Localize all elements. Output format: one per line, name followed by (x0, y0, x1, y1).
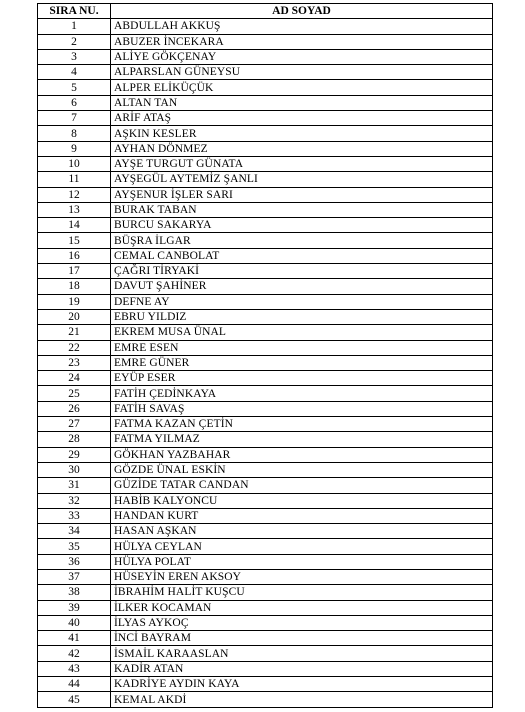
table-row (38, 49, 493, 64)
row-full-name: FATİH ÇEDİNKAYA (111, 386, 493, 401)
row-sequence-number: 25 (38, 386, 111, 401)
row-full-name: BURCU SAKARYA (111, 218, 493, 233)
table-row (38, 447, 493, 462)
table-row (38, 508, 493, 523)
row-sequence-number: 44 (38, 677, 111, 692)
table-row (38, 462, 493, 477)
table-row (38, 417, 493, 432)
row-full-name: İNCİ BAYRAM (111, 631, 493, 646)
row-full-name: DAVUT ŞAHİNER (111, 279, 493, 294)
table-row (38, 218, 493, 233)
table-row (38, 264, 493, 279)
row-full-name: FATMA YILMAZ (111, 432, 493, 447)
row-sequence-number: 9 (38, 141, 111, 156)
table-row (38, 141, 493, 156)
row-full-name: AYŞEGÜL AYTEMİZ ŞANLI (111, 172, 493, 187)
row-sequence-number: 11 (38, 172, 111, 187)
row-sequence-number: 16 (38, 248, 111, 263)
row-sequence-number: 6 (38, 95, 111, 110)
table-row (38, 248, 493, 263)
row-sequence-number: 3 (38, 49, 111, 64)
row-sequence-number: 37 (38, 569, 111, 584)
row-sequence-number: 41 (38, 631, 111, 646)
row-full-name: ALTAN TAN (111, 95, 493, 110)
table-row (38, 34, 493, 49)
row-full-name: AYHAN DÖNMEZ (111, 141, 493, 156)
row-sequence-number: 23 (38, 355, 111, 370)
row-sequence-number: 14 (38, 218, 111, 233)
row-full-name: ALPARSLAN GÜNEYSU (111, 65, 493, 80)
row-sequence-number: 34 (38, 524, 111, 539)
row-full-name: CEMAL CANBOLAT (111, 248, 493, 263)
table-row (38, 126, 493, 141)
table-row (38, 309, 493, 324)
row-sequence-number: 38 (38, 585, 111, 600)
row-sequence-number: 17 (38, 264, 111, 279)
table-row (38, 325, 493, 340)
row-full-name: EBRU YILDIZ (111, 309, 493, 324)
row-sequence-number: 12 (38, 187, 111, 202)
table-row (38, 585, 493, 600)
row-full-name: HÜSEYİN EREN AKSOY (111, 569, 493, 584)
row-sequence-number: 7 (38, 111, 111, 126)
row-sequence-number: 40 (38, 615, 111, 630)
row-full-name: EKREM MUSA ÜNAL (111, 325, 493, 340)
row-full-name: İBRAHİM HALİT KUŞCU (111, 585, 493, 600)
row-sequence-number: 43 (38, 661, 111, 676)
row-sequence-number: 21 (38, 325, 111, 340)
row-full-name: FATMA KAZAN ÇETİN (111, 417, 493, 432)
table-row (38, 95, 493, 110)
table-row (38, 340, 493, 355)
row-full-name: AYŞENUR İŞLER SARI (111, 187, 493, 202)
table-row (38, 65, 493, 80)
row-full-name: FATİH SAVAŞ (111, 401, 493, 416)
table-row (38, 692, 493, 707)
row-full-name: İLKER KOCAMAN (111, 600, 493, 615)
row-full-name: AŞKIN KESLER (111, 126, 493, 141)
row-full-name: ARİF ATAŞ (111, 111, 493, 126)
row-full-name: KADİR ATAN (111, 661, 493, 676)
row-sequence-number: 32 (38, 493, 111, 508)
row-full-name: GÜZİDE TATAR CANDAN (111, 478, 493, 493)
row-sequence-number: 24 (38, 371, 111, 386)
row-sequence-number: 18 (38, 279, 111, 294)
table-row (38, 187, 493, 202)
row-full-name: AYŞE TURGUT GÜNATA (111, 156, 493, 171)
table-row (38, 539, 493, 554)
row-sequence-number: 31 (38, 478, 111, 493)
row-full-name: KEMAL AKDİ (111, 692, 493, 707)
row-sequence-number: 22 (38, 340, 111, 355)
row-sequence-number: 19 (38, 294, 111, 309)
row-sequence-number: 33 (38, 508, 111, 523)
row-sequence-number: 15 (38, 233, 111, 248)
row-sequence-number: 29 (38, 447, 111, 462)
row-full-name: ALPER ELİKÜÇÜK (111, 80, 493, 95)
table-row (38, 554, 493, 569)
row-sequence-number: 13 (38, 202, 111, 217)
row-full-name: EYÜP ESER (111, 371, 493, 386)
table-row (38, 172, 493, 187)
table-body (38, 19, 493, 707)
table-row (38, 19, 493, 34)
row-sequence-number: 26 (38, 401, 111, 416)
table-row (38, 646, 493, 661)
table-row (38, 600, 493, 615)
row-full-name: GÖKHAN YAZBAHAR (111, 447, 493, 462)
table-row (38, 111, 493, 126)
row-full-name: DEFNE AY (111, 294, 493, 309)
row-full-name: BURAK TABAN (111, 202, 493, 217)
table-row (38, 202, 493, 217)
row-sequence-number: 45 (38, 692, 111, 707)
table-row (38, 233, 493, 248)
table-row (38, 661, 493, 676)
row-full-name: EMRE ESEN (111, 340, 493, 355)
row-full-name: HÜLYA POLAT (111, 554, 493, 569)
table-row (38, 432, 493, 447)
row-full-name: ABDULLAH AKKUŞ (111, 19, 493, 34)
row-sequence-number: 27 (38, 417, 111, 432)
row-full-name: İLYAS AYKOÇ (111, 615, 493, 630)
table-row (38, 294, 493, 309)
table-row (38, 80, 493, 95)
table-row (38, 279, 493, 294)
name-list-sheet (37, 3, 492, 708)
table-row (38, 569, 493, 584)
table-row (38, 355, 493, 370)
row-full-name: GÖZDE ÜNAL ESKİN (111, 462, 493, 477)
row-sequence-number: 10 (38, 156, 111, 171)
row-full-name: HÜLYA CEYLAN (111, 539, 493, 554)
row-sequence-number: 20 (38, 309, 111, 324)
row-sequence-number: 1 (38, 19, 111, 34)
row-sequence-number: 42 (38, 646, 111, 661)
table-row (38, 524, 493, 539)
column-header-full-name: AD SOYAD (111, 4, 493, 19)
table-row (38, 677, 493, 692)
name-list-table (37, 3, 493, 708)
table-row (38, 631, 493, 646)
table-row (38, 493, 493, 508)
row-full-name: HABİB KALYONCU (111, 493, 493, 508)
row-sequence-number: 8 (38, 126, 111, 141)
column-header-sequence-number: SIRA NU. (38, 4, 111, 19)
row-full-name: ÇAĞRI TİRYAKİ (111, 264, 493, 279)
row-full-name: BÜŞRA İLGAR (111, 233, 493, 248)
table-row (38, 478, 493, 493)
table-row (38, 156, 493, 171)
row-sequence-number: 5 (38, 80, 111, 95)
row-full-name: HANDAN KURT (111, 508, 493, 523)
table-row (38, 615, 493, 630)
row-sequence-number: 35 (38, 539, 111, 554)
row-full-name: HASAN AŞKAN (111, 524, 493, 539)
row-full-name: İSMAİL KARAASLAN (111, 646, 493, 661)
table-row (38, 401, 493, 416)
table-row (38, 371, 493, 386)
row-sequence-number: 39 (38, 600, 111, 615)
row-sequence-number: 28 (38, 432, 111, 447)
row-full-name: ABUZER İNCEKARA (111, 34, 493, 49)
row-sequence-number: 36 (38, 554, 111, 569)
table-header-row (38, 4, 493, 19)
table-row (38, 386, 493, 401)
row-sequence-number: 4 (38, 65, 111, 80)
row-sequence-number: 30 (38, 462, 111, 477)
row-full-name: KADRİYE AYDIN KAYA (111, 677, 493, 692)
row-sequence-number: 2 (38, 34, 111, 49)
row-full-name: EMRE GÜNER (111, 355, 493, 370)
row-full-name: ALİYE GÖKÇENAY (111, 49, 493, 64)
